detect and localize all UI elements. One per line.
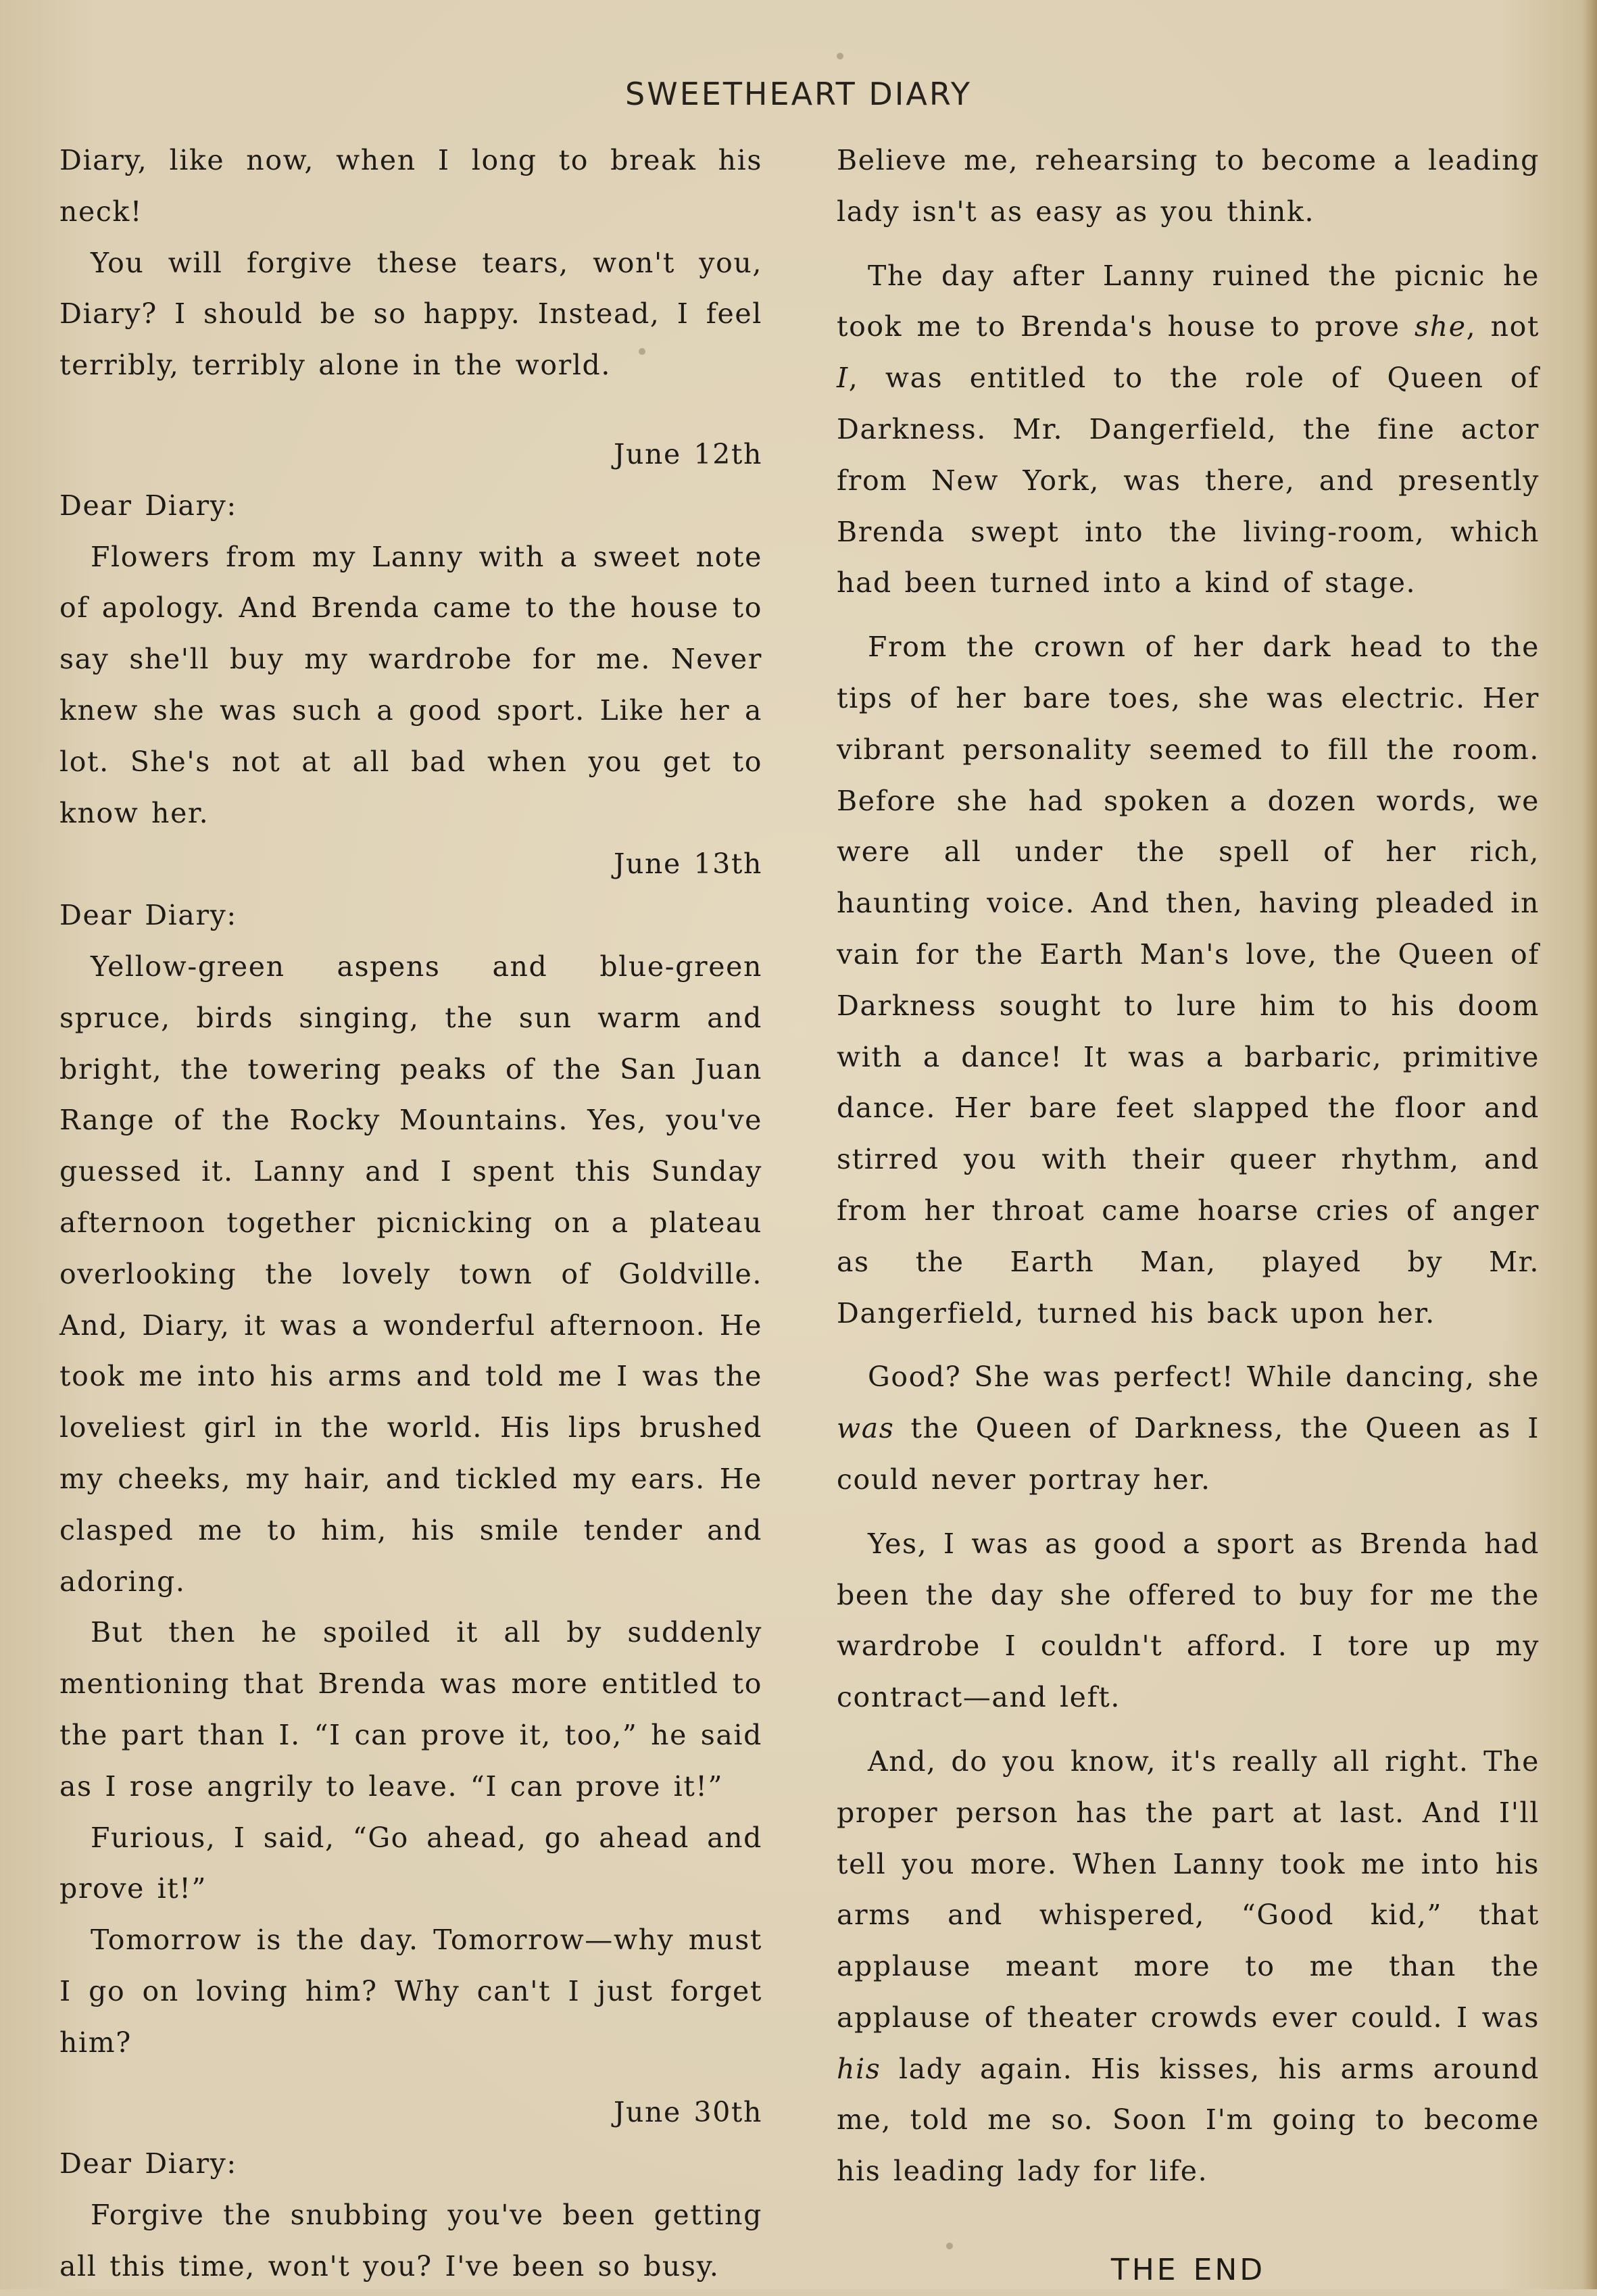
paragraph: You will forgive these tears, won't you, Diary? I should be so happy. Instead, I feel terribly, terribly alone in the world. xyxy=(59,246,762,382)
salutation: Dear Diary: xyxy=(59,899,237,932)
paragraph: From the crown of her dark head to the tips of her bare toes, she was electric. Her vibrant personality seemed to fill the room. Before she had spoken a dozen words, we were all under the spell of her rich, haunting voice. And then, having pleaded in vain for the Earth Man's love, the Queen of Darkness sought to lure him to his doom with a dance! It was a barbaric, primitive dance. Her bare feet slapped the floor and stirred you with their queer rhythm, and from her throat came hoarse cries of anger as the Earth Man, played by Mr. Dangerfield, turned his back upon her. xyxy=(837,631,1540,1329)
running-head: SWEETHEART DIARY xyxy=(625,76,972,112)
entry-date: June 13th xyxy=(614,848,762,881)
left-column xyxy=(59,135,762,2293)
emphasis: she xyxy=(1415,310,1467,343)
ink-speck xyxy=(837,53,843,59)
salutation: Dear Diary: xyxy=(59,489,237,522)
paragraph: Flowers from my Lanny with a sweet note of apology. And Brenda came to the house to say she'll buy my wardrobe for me. Never knew she was such a good sport. Like her a lot. She's not at all bad when you get to know her. xyxy=(59,540,762,829)
entry-date: June 30th xyxy=(614,2096,762,2129)
paragraph: But then he spoiled it all by suddenly mentioning that Brenda was more entitled to the part than I. “I can prove it, too,” he said as I rose angrily to leave. “I can prove it!” xyxy=(59,1616,762,1803)
paragraph: Yellow-green aspens and blue-green spruce, birds singing, the sun warm and bright, the towering peaks of the San Juan Range of the Rocky Mountains. Yes, you've guessed it. Lanny and I spent this Sunday afternoon together picnicking on a plateau overlooking the lovely town of Goldville. And, Diary, it was a wonderful afternoon. He took me into his arms and told me I was the loveliest girl in the world. His lips brushed my cheeks, my hair, and tickled my ears. He clasped me to him, his smile tender and adoring. xyxy=(59,950,762,1598)
paragraph: The day after Lanny ruined the picnic he took me to Brenda's house to prove she, not I, was entitled to the role of Queen of Darkness. Mr. Dangerfield, the fine actor from New York, was there, and presently Brenda swept into the living-room, which had been turned into a kind of stage. xyxy=(837,259,1540,600)
paragraph: Believe me, rehearsing to become a leading lady isn't as easy as you think. xyxy=(837,144,1540,228)
paragraph: And, do you know, it's really all right. The proper person has the part at last. And I'll tell you more. When Lanny took me into his arms and whispered, “Good kid,” that applause meant more to me than the applause of theater crowds ever could. I was his lady again. His kisses, his arms around me, told me so. Soon I'm going to become his leading lady for life. xyxy=(837,1744,1540,2188)
the-end: THE END xyxy=(1110,2253,1266,2288)
paragraph: Diary, like now, when I long to break his neck! xyxy=(59,144,762,228)
emphasis: his xyxy=(837,2052,881,2085)
emphasis: was xyxy=(837,1412,895,1445)
right-column xyxy=(837,135,1540,2296)
emphasis: I xyxy=(837,362,849,395)
salutation: Dear Diary: xyxy=(59,2147,237,2180)
page-edge xyxy=(1582,0,1597,2289)
paragraph: Yes, I was as good a sport as Brenda had been the day she offered to buy for me the wardrobe I couldn't afford. I tore up my contract—and left. xyxy=(837,1527,1540,1714)
paragraph: Forgive the snubbing you've been getting all this time, won't you? I've been so busy. xyxy=(59,2199,762,2282)
paragraph: Tomorrow is the day. Tomorrow—why must I go on loving him? Why can't I just forget him? xyxy=(59,1924,762,2059)
paragraph: Good? She was perfect! While dancing, she was the Queen of Darkness, the Queen as I could never portray her. xyxy=(837,1361,1540,1496)
paragraph: Furious, I said, “Go ahead, go ahead and prove it!” xyxy=(59,1821,762,1905)
entry-date: June 12th xyxy=(614,437,762,470)
